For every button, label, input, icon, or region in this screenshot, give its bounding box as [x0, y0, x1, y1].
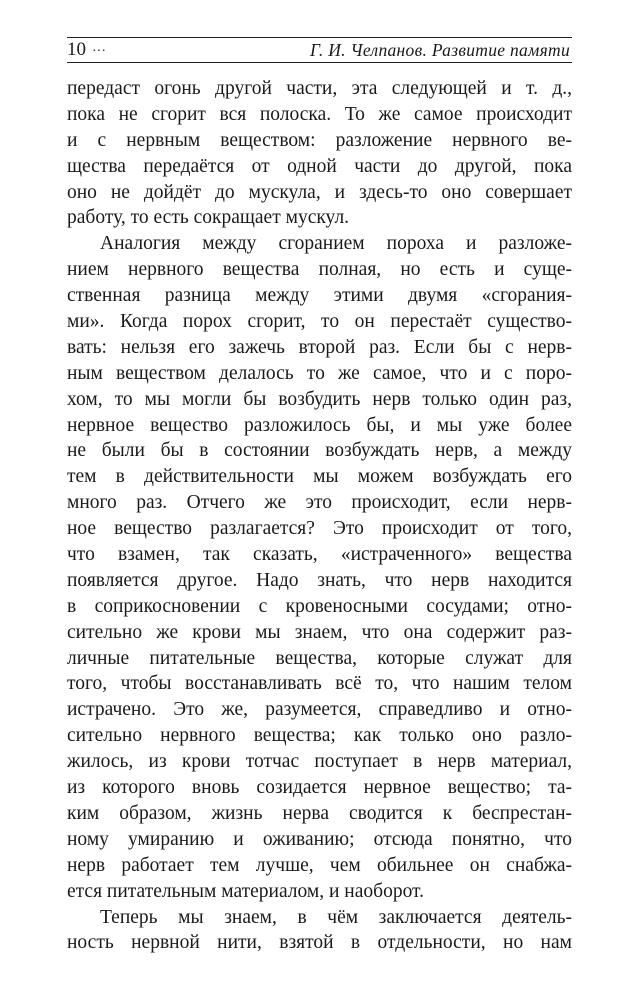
text-line: нием нервного вещества полная, но есть и суще- [67, 259, 572, 281]
ellipsis-ornament: ··· [92, 44, 106, 59]
text-line: что взамен, так сказать, «истраченного» вещества [67, 544, 572, 566]
text-line: щества передаётся от одной части до другой, пока [67, 155, 572, 177]
text-line: того, чтобы восстанавливать всё то, что нашим телом [67, 673, 572, 695]
text-line: не были бы в состоянии возбуждать нерв, а между [67, 440, 572, 462]
text-line: ким образом, жизнь нерва сводится к беспрестан- [67, 802, 572, 824]
text-line: сительно нервного вещества; как только оно разло- [67, 725, 572, 747]
text-line: оно не дойдёт до мускула, и здесь-то оно совершает [67, 181, 572, 203]
text-line: пока не сгорит вся полоска. То же самое происходит [67, 103, 572, 125]
text-line: жилось, из крови тотчас поступает в нерв материал, [67, 751, 572, 773]
text-line: вать: нельзя его зажечь второй раз. Если бы с нерв- [67, 336, 572, 358]
text-line: хом, то мы могли бы возбудить нерв только один раз, [67, 388, 572, 410]
text-line: появляется другое. Надо знать, что нерв находится [67, 569, 572, 591]
text-line: сительно же крови мы знаем, что она содержит раз- [67, 621, 572, 643]
text-line: ность нервной нити, взятой в отдельности, но нам [67, 932, 572, 954]
text-line: тем в действительности мы можем возбуждать его [67, 466, 572, 488]
text-line: работу, то есть сокращает мускул. [67, 207, 350, 229]
text-line: передаст огонь другой части, эта следующей и т. д., [67, 78, 572, 99]
running-head-title: Г. И. Челпанов. Развитие памяти [309, 40, 570, 60]
text-line: ственная разница между этими двумя «сгорания- [67, 285, 572, 307]
text-line: ется питательным материалом, и наоборот. [67, 880, 424, 902]
paragraph-first-line: Теперь мы знаем, в чём заключается деятель- [100, 906, 572, 928]
text-line: и с нервным веществом: разложение нервного ве- [67, 129, 572, 151]
text-line: нерв работает тем лучше, чем обильнее он снабжа- [67, 854, 572, 876]
text-line: ному умиранию и оживанию; отсюда понятно, что [67, 828, 572, 850]
text-line: истрачено. Это же, разумеется, справедливо и отно- [67, 699, 572, 721]
text-line: ми». Когда порох сгорит, то он перестаёт существо- [67, 311, 572, 333]
paragraph-first-line: Аналогия между сгоранием пороха и разложе- [100, 233, 572, 255]
text-line: личные питательные вещества, которые служат для [67, 647, 572, 669]
page-number [67, 40, 106, 62]
text-line: много раз. Отчего же это происходит, если нерв- [67, 492, 572, 514]
running-head [67, 37, 572, 63]
text-line: ное вещество разлагается? Это происходит от того, [67, 518, 572, 540]
text-line: ным веществом делалось то же самое, что и с поро- [67, 362, 572, 384]
text-line: из которого вновь созидается нервное вещество; та- [67, 777, 572, 799]
page-number-value: 10 [67, 39, 86, 60]
body-text [67, 76, 572, 956]
text-line: в соприкосновении с кровеносными сосудами; отно- [67, 595, 572, 617]
text-line: нервное вещество разложилось бы, и мы уже более [67, 414, 572, 436]
